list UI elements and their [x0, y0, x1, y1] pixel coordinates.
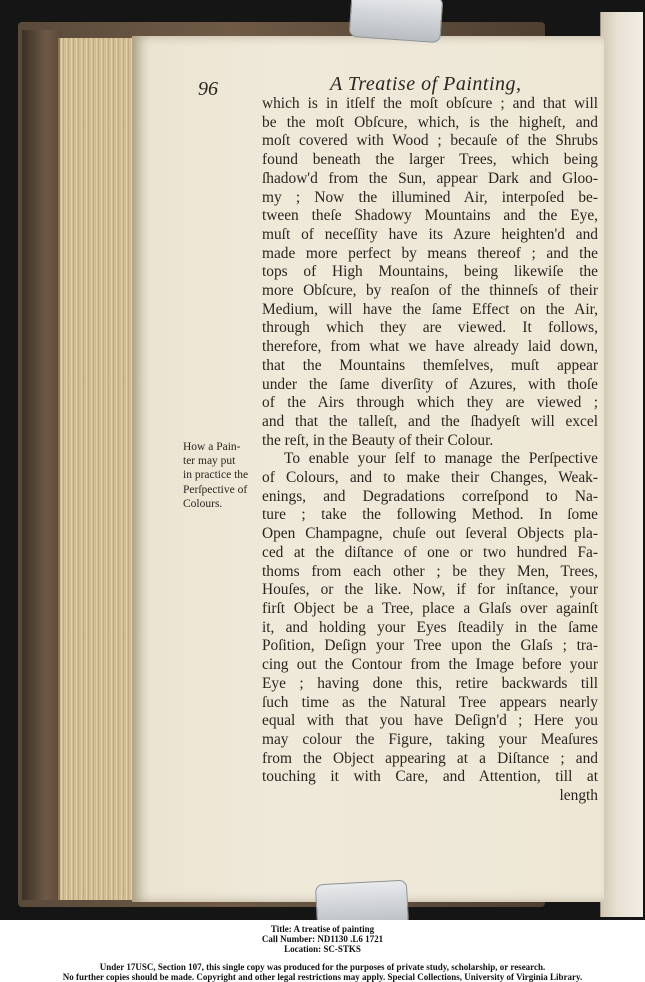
text-line: from the Object appearing at a Diſtance ; and [262, 749, 598, 767]
text-line: tops of High Mountains, being likewiſe the [262, 263, 598, 281]
text-line: cing out the Contour from the Image before your [262, 656, 598, 674]
text-line: it, and holding your Eyes ſteadily in the ſame [262, 618, 598, 636]
text-line: of Colours, and to make their Changes, Weak- [262, 469, 598, 487]
margin-note-line: How a Pain- [183, 441, 241, 453]
text-line: my ; Now the illumined Air, interpoſed be- [262, 188, 598, 206]
footer-title: Title: A treatise of painting [270, 924, 375, 934]
facing-page-edge [600, 12, 643, 917]
text-line: and that the talleſt, and the ſhadyeſt will excel [262, 412, 598, 430]
margin-note-line: ter may put [183, 455, 236, 468]
text-line: To enable your ſelf to manage the Perſpective [284, 450, 598, 468]
text-line: that the Mountains themſelves, muſt appear [262, 356, 598, 374]
text-line: tween theſe Shadowy Mountains and the Eye, [262, 207, 598, 225]
margin-note-line: Colours. [183, 497, 223, 510]
text-line: made more perfect by means thereof ; and the [262, 244, 598, 262]
margin-note-line: in practice the [183, 469, 249, 482]
text-line: found beneath the larger Trees, which being [262, 151, 598, 169]
text-line: be the moſt Obſcure, which, is the higheſt, and [262, 113, 598, 131]
footer-call-number: Call Number: ND1130 .L6 1721 [261, 934, 384, 945]
text-line: ſhadow'd from the Sun, appear Dark and Gloo- [262, 169, 598, 187]
text-line: moſt covered with Wood ; becauſe of the Shrubs [262, 132, 598, 150]
text-line: Medium, will have the ſame Effect on the Air, [262, 300, 598, 318]
book-cover-edge [22, 30, 62, 900]
text-line: ture ; take the following Method. In ſome [262, 506, 598, 524]
text-line: ced at the diſtance of one or two hundred Fa- [262, 543, 598, 561]
text-line: equal with that you have Deſign'd ; Here you [262, 712, 598, 730]
running-head: A Treatise of Painting, [330, 73, 522, 95]
text-line: under the ſame diverſity of Azures, with thoſe [262, 375, 598, 393]
page-body-text [262, 95, 598, 806]
text-line: Open Champagne, chuſe out ſeveral Objects pla- [262, 525, 598, 543]
text-line: may colour the Figure, taking your Meaſures [262, 730, 598, 748]
text-line: more Obſcure, by reaſon of the thinneſs of their [262, 282, 598, 300]
margin-note-line: Perſpective of [183, 483, 248, 496]
page-clip-bottom [315, 880, 409, 920]
text-line: firſt Object be a Tree, place a Glaſs over againſt [262, 599, 598, 617]
text-line: touching it with Care, and Attention, till at [262, 768, 598, 786]
catalog-footer [0, 920, 645, 982]
text-line: length [559, 787, 598, 805]
text-line: enings, and Degradations correſpond to Na- [262, 487, 598, 505]
text-line: which is in itſelf the moſt obſcure ; and that will [262, 95, 598, 112]
footer-location: Location: SC-STKS [284, 944, 361, 955]
page-number: 96 [198, 78, 218, 100]
text-line: therefore, from what we have already laid down, [262, 338, 598, 356]
footer-notice: Under 17USC, Section 107, this single copy was produced for the purposes of private study, scholarship, or research. [99, 961, 546, 972]
text-line: ſuch time as the Natural Tree appears nearly [262, 693, 598, 711]
text-line: muſt of neceſſity have its Azure heighten'd and [262, 225, 598, 243]
text-line: thoms from each other ; be they Men, Trees, [262, 562, 598, 580]
text-line: of the Airs through which they are viewed ; [262, 394, 598, 412]
text-line: Houſes, or the like. Now, if for inſtance, your [262, 581, 598, 599]
page-clip-top [349, 0, 444, 43]
text-line: the reſt, in the Beauty of their Colour. [262, 431, 494, 449]
text-line: Poſition, Deſign your Tree upon the Glaſs ; tra- [262, 637, 598, 655]
text-line: through which they are viewed. It follows, [262, 319, 598, 337]
margin-note [183, 440, 268, 511]
text-line: Eye ; having done this, retire backwards till [262, 674, 598, 692]
footer-notice: No further copies should be made. Copyright and other legal restrictions may apply. Special Collections, University of Virginia Library. [62, 971, 583, 982]
